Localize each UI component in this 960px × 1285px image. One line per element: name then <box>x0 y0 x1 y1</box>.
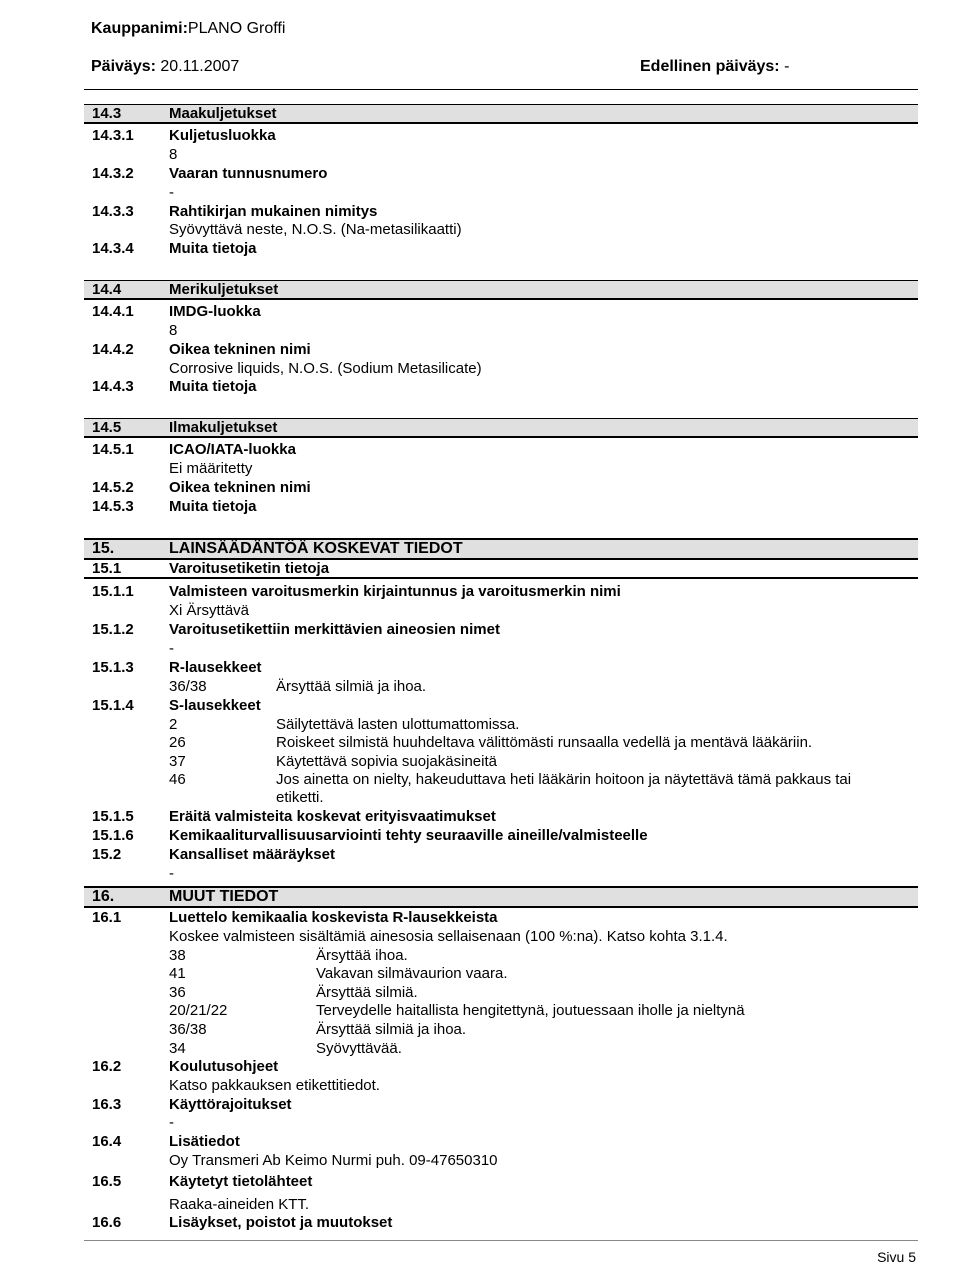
s-phrase-text: Jos ainetta on nielty, hakeuduttava heti lääkärin hoitoon ja näytettävä tämä pakkaus tai etiketti. <box>276 771 852 806</box>
header-rule <box>84 89 918 90</box>
item-title: Muita tietoja <box>169 378 257 395</box>
item-number: 15.1.5 <box>92 808 134 825</box>
item-number: 15.1.2 <box>92 621 134 638</box>
item-value: Syövyttävä neste, N.O.S. (Na-metasilikaatti) <box>169 221 462 238</box>
item-title: Käytetyt tietolähteet <box>169 1173 313 1190</box>
company-value: PLANO Groffi <box>187 20 286 37</box>
item-number: 15.1.6 <box>92 827 134 844</box>
item-value: - <box>169 1114 174 1131</box>
section-number: 15. <box>92 540 115 557</box>
section-title: Merikuljetukset <box>169 281 279 298</box>
item-number: 14.3.4 <box>92 240 134 257</box>
item-title: Käyttörajoitukset <box>169 1096 292 1113</box>
section-14-3-band <box>84 104 918 124</box>
item-value: - <box>169 640 174 657</box>
item-title: Rahtikirjan mukainen nimitys <box>169 203 378 220</box>
r-list-text: Vakavan silmävaurion vaara. <box>316 965 508 982</box>
r-list-text: Ärsyttää silmiä ja ihoa. <box>316 1021 467 1038</box>
item-title: Muita tietoja <box>169 498 257 515</box>
item-text: Koskee valmisteen sisältämiä ainesosia sellaisenaan (100 %:na). Katso kohta 3.1.4. <box>169 928 728 945</box>
item-title: Luettelo kemikaalia koskevista R-lausekkeista <box>169 909 498 926</box>
date-label: Päiväys: <box>91 58 156 75</box>
item-number: 16.4 <box>92 1133 122 1150</box>
section-title: MUUT TIEDOT <box>169 888 279 905</box>
page-number: Sivu 5 <box>877 1249 916 1265</box>
company-label: Kauppanimi: <box>91 20 188 37</box>
r-list-text: Terveydelle haitallista hengitettynä, joutuessaan iholle ja nieltynä <box>316 1002 745 1019</box>
item-number: 14.3.3 <box>92 203 134 220</box>
item-title: Oikea tekninen nimi <box>169 341 311 358</box>
item-number: 14.4.3 <box>92 378 134 395</box>
item-value: Katso pakkauksen etikettitiedot. <box>169 1077 380 1094</box>
section-14-4-band <box>84 280 918 300</box>
item-number: 14.4.2 <box>92 341 134 358</box>
r-list-code: 38 <box>169 947 186 964</box>
item-value: Xi Ärsyttävä <box>169 602 250 619</box>
item-title: Eräitä valmisteita koskevat erityisvaatimukset <box>169 808 496 825</box>
s-phrase-text: Käytettävä sopivia suojakäsineitä <box>276 753 497 770</box>
item-title: R-lausekkeet <box>169 659 262 676</box>
s-phrase-text: Roiskeet silmistä huuhdeltava välittömästi runsaalla vedellä ja mentävä lääkäriin. <box>276 734 813 751</box>
r-list-code: 34 <box>169 1040 186 1057</box>
item-title: S-lausekkeet <box>169 697 261 714</box>
s-phrase-code: 26 <box>169 734 186 751</box>
item-value: Corrosive liquids, N.O.S. (Sodium Metasilicate) <box>169 360 482 377</box>
item-title: Koulutusohjeet <box>169 1058 279 1075</box>
section-15-band <box>84 538 918 560</box>
item-value: - <box>169 865 174 882</box>
s-phrase-code: 37 <box>169 753 186 770</box>
item-title: IMDG-luokka <box>169 303 261 320</box>
item-number: 15.1.3 <box>92 659 134 676</box>
item-number: 14.3.2 <box>92 165 134 182</box>
item-number: 14.5.1 <box>92 441 134 458</box>
company-line <box>91 20 285 38</box>
item-value: Ei määritetty <box>169 460 253 477</box>
item-value: 8 <box>169 322 178 339</box>
r-phrase-code: 36/38 <box>169 678 207 695</box>
item-title: Kemikaaliturvallisuusarviointi tehty seuraaville aineille/valmisteelle <box>169 827 648 844</box>
s-phrase-text: Säilytettävä lasten ulottumattomissa. <box>276 716 520 733</box>
section-title: Maakuljetukset <box>169 105 277 122</box>
item-number: 14.5.2 <box>92 479 134 496</box>
item-title: Oikea tekninen nimi <box>169 479 311 496</box>
item-title: ICAO/IATA-luokka <box>169 441 296 458</box>
item-title: Vaaran tunnusnumero <box>169 165 328 182</box>
section-number: 14.4 <box>92 281 122 298</box>
subsection-15-1 <box>84 560 918 579</box>
item-value: Raaka-aineiden KTT. <box>169 1196 310 1213</box>
item-number: 15.1.4 <box>92 697 134 714</box>
item-title: Varoitusetikettiin merkittävien aineosien nimet <box>169 621 500 638</box>
item-number: 14.3.1 <box>92 127 134 144</box>
r-list-text: Syövyttävää. <box>316 1040 402 1057</box>
r-list-code: 41 <box>169 965 186 982</box>
r-list-text: Ärsyttää ihoa. <box>316 947 408 964</box>
subsection-number: 15.1 <box>92 560 122 577</box>
item-title: Kuljetusluokka <box>169 127 276 144</box>
item-number: 16.2 <box>92 1058 122 1075</box>
subsection-title: Varoitusetiketin tietoja <box>169 560 330 577</box>
section-16-band <box>84 886 918 908</box>
r-list-code: 36 <box>169 984 186 1001</box>
item-title: Lisäykset, poistot ja muutokset <box>169 1214 393 1231</box>
section-number: 14.3 <box>92 105 122 122</box>
section-14-5-band <box>84 418 918 438</box>
item-title: Muita tietoja <box>169 240 257 257</box>
footer-rule <box>84 1240 918 1241</box>
s-phrase-code: 46 <box>169 771 186 788</box>
item-number: 14.4.1 <box>92 303 134 320</box>
item-title: Kansalliset määräykset <box>169 846 335 863</box>
item-number: 16.1 <box>92 909 122 926</box>
item-value: - <box>169 184 174 201</box>
r-list-code: 36/38 <box>169 1021 207 1038</box>
r-list-text: Ärsyttää silmiä. <box>316 984 418 1001</box>
previous-date-value: - <box>784 58 790 75</box>
item-title: Valmisteen varoitusmerkin kirjaintunnus ja varoitusmerkin nimi <box>169 583 621 600</box>
date-value: 20.11.2007 <box>160 58 240 75</box>
item-title: Lisätiedot <box>169 1133 240 1150</box>
item-value: Oy Transmeri Ab Keimo Nurmi puh. 09-47650310 <box>169 1152 498 1169</box>
item-number: 16.3 <box>92 1096 122 1113</box>
s-phrase-code: 2 <box>169 716 178 733</box>
item-number: 16.5 <box>92 1173 122 1190</box>
item-number: 14.5.3 <box>92 498 134 515</box>
item-number: 15.1.1 <box>92 583 134 600</box>
previous-date-label: Edellinen päiväys: <box>640 58 780 75</box>
date-line <box>91 58 239 76</box>
previous-date-line <box>640 58 789 76</box>
item-value: 8 <box>169 146 178 163</box>
section-title: Ilmakuljetukset <box>169 419 278 436</box>
r-list-code: 20/21/22 <box>169 1002 228 1019</box>
item-number: 15.2 <box>92 846 122 863</box>
section-number: 14.5 <box>92 419 122 436</box>
section-number: 16. <box>92 888 115 905</box>
section-title: LAINSÄÄDÄNTÖÄ KOSKEVAT TIEDOT <box>169 540 463 557</box>
item-number: 16.6 <box>92 1214 122 1231</box>
r-phrase-text: Ärsyttää silmiä ja ihoa. <box>276 678 427 695</box>
